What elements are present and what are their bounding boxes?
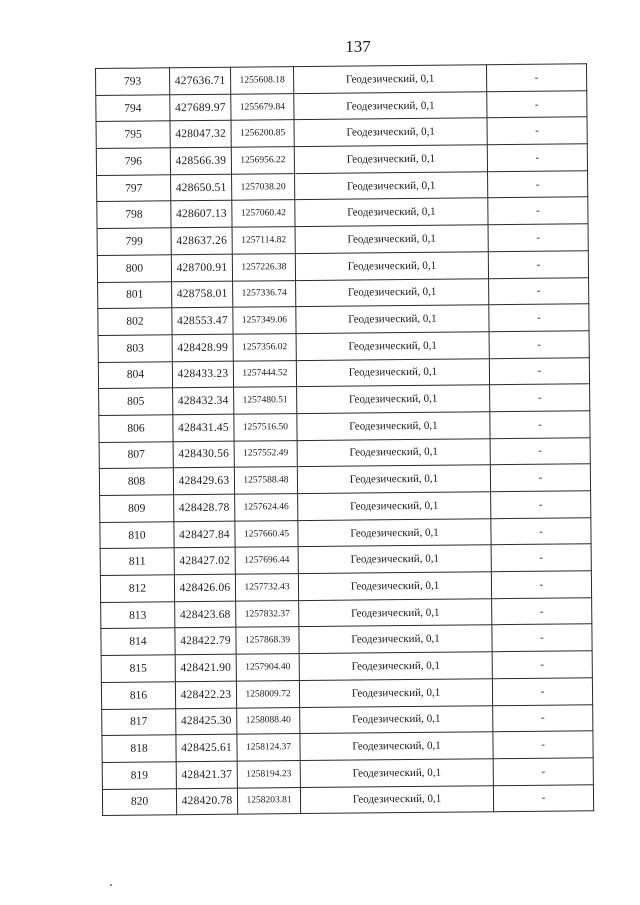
table-row — [102, 784, 593, 815]
y-coordinate-cell: 1258124.37 — [237, 734, 300, 761]
method-accuracy-cell: Геодезический, 0,1 — [295, 225, 488, 254]
note-cell: - — [489, 357, 589, 385]
note-cell: - — [493, 731, 593, 759]
note-cell: - — [487, 90, 587, 118]
table-body — [96, 64, 594, 816]
point-number-cell: 809 — [100, 495, 174, 522]
y-coordinate-cell: 1257356.02 — [233, 333, 296, 360]
y-coordinate-cell: 1257904.40 — [236, 654, 299, 681]
y-coordinate-cell: 1257696.44 — [235, 547, 298, 574]
method-accuracy-cell: Геодезический, 0,1 — [300, 732, 493, 761]
point-number-cell: 817 — [102, 708, 176, 735]
method-accuracy-cell: Геодезический, 0,1 — [299, 625, 492, 654]
y-coordinate-cell: 1257060.42 — [232, 200, 295, 227]
method-accuracy-cell: Геодезический, 0,1 — [297, 412, 490, 441]
x-coordinate-cell: 428425.61 — [176, 734, 237, 761]
y-coordinate-cell: 1257444.52 — [233, 360, 296, 387]
point-number-cell: 811 — [100, 548, 174, 575]
note-cell: - — [491, 571, 591, 599]
method-accuracy-cell: Геодезический, 0,1 — [300, 759, 493, 788]
y-coordinate-cell: 1258009.72 — [236, 680, 299, 707]
method-accuracy-cell: Геодезический, 0,1 — [300, 785, 493, 814]
point-number-cell: 820 — [102, 788, 176, 815]
point-number-cell: 798 — [97, 201, 171, 228]
method-accuracy-cell: Геодезический, 0,1 — [299, 598, 492, 627]
point-number-cell: 807 — [99, 441, 173, 468]
point-number-cell: 806 — [99, 415, 173, 442]
note-cell: - — [488, 251, 588, 279]
note-cell: - — [492, 624, 592, 652]
x-coordinate-cell: 428047.32 — [170, 121, 231, 148]
point-number-cell: 805 — [99, 388, 173, 415]
x-coordinate-cell: 428426.06 — [174, 574, 235, 601]
point-number-cell: 808 — [99, 468, 173, 495]
point-number-cell: 818 — [102, 735, 176, 762]
x-coordinate-cell: 428433.23 — [172, 361, 233, 388]
method-accuracy-cell: Геодезический, 0,1 — [296, 358, 489, 387]
method-accuracy-cell: Геодезический, 0,1 — [296, 278, 489, 307]
y-coordinate-cell: 1258194.23 — [237, 760, 300, 787]
note-cell: - — [490, 464, 590, 492]
point-number-cell: 802 — [98, 308, 172, 335]
note-cell: - — [490, 411, 590, 439]
note-cell: - — [492, 598, 592, 626]
y-coordinate-cell: 1257624.46 — [235, 494, 298, 521]
x-coordinate-cell: 428429.63 — [173, 467, 234, 494]
point-number-cell: 801 — [98, 281, 172, 308]
y-coordinate-cell: 1257588.48 — [234, 467, 297, 494]
x-coordinate-cell: 427636.71 — [170, 67, 231, 94]
point-number-cell: 813 — [101, 602, 175, 629]
note-cell: - — [491, 517, 591, 545]
y-coordinate-cell: 1257832.37 — [236, 600, 299, 627]
y-coordinate-cell: 1257349.06 — [233, 307, 296, 334]
x-coordinate-cell: 428428.99 — [172, 334, 233, 361]
method-accuracy-cell: Геодезический, 0,1 — [297, 465, 490, 494]
method-accuracy-cell: Геодезический, 0,1 — [298, 492, 491, 521]
method-accuracy-cell: Геодезический, 0,1 — [296, 305, 489, 334]
x-coordinate-cell: 428432.34 — [173, 387, 234, 414]
point-number-cell: 816 — [101, 682, 175, 709]
method-accuracy-cell: Геодезический, 0,1 — [297, 438, 490, 467]
y-coordinate-cell: 1257552.49 — [234, 440, 297, 467]
note-cell: - — [489, 277, 589, 305]
point-number-cell: 803 — [98, 335, 172, 362]
y-coordinate-cell: 1257226.38 — [232, 253, 295, 280]
note-cell: - — [493, 704, 593, 732]
y-coordinate-cell: 1257480.51 — [234, 387, 297, 414]
note-cell: - — [489, 304, 589, 332]
coordinates-table-container — [95, 63, 594, 816]
method-accuracy-cell: Геодезический, 0,1 — [298, 518, 491, 547]
x-coordinate-cell: 428650.51 — [171, 174, 232, 201]
method-accuracy-cell: Геодезический, 0,1 — [295, 198, 488, 227]
note-cell: - — [488, 197, 588, 225]
x-coordinate-cell: 428421.90 — [175, 654, 236, 681]
method-accuracy-cell: Геодезический, 0,1 — [294, 91, 487, 120]
x-coordinate-cell: 428553.47 — [172, 307, 233, 334]
scan-speck — [110, 884, 112, 886]
x-coordinate-cell: 428431.45 — [173, 414, 234, 441]
x-coordinate-cell: 427689.97 — [170, 94, 231, 121]
note-cell: - — [488, 171, 588, 199]
y-coordinate-cell: 1257660.45 — [235, 520, 298, 547]
note-cell: - — [492, 678, 592, 706]
point-number-cell: 796 — [96, 148, 170, 175]
y-coordinate-cell: 1258088.40 — [237, 707, 300, 734]
note-cell: - — [488, 224, 588, 252]
method-accuracy-cell: Геодезический, 0,1 — [294, 118, 487, 147]
x-coordinate-cell: 428422.79 — [175, 628, 236, 655]
point-number-cell: 810 — [100, 521, 174, 548]
x-coordinate-cell: 428758.01 — [172, 281, 233, 308]
note-cell: - — [491, 544, 591, 572]
point-number-cell: 794 — [96, 94, 170, 121]
y-coordinate-cell: 1257868.39 — [236, 627, 299, 654]
note-cell: - — [492, 651, 592, 679]
y-coordinate-cell: 1257732.43 — [235, 574, 298, 601]
y-coordinate-cell: 1257336.74 — [233, 280, 296, 307]
method-accuracy-cell: Геодезический, 0,1 — [295, 252, 488, 281]
y-coordinate-cell: 1257038.20 — [232, 173, 295, 200]
y-coordinate-cell: 1257114.82 — [232, 227, 295, 254]
method-accuracy-cell: Геодезический, 0,1 — [293, 65, 486, 94]
note-cell: - — [493, 758, 593, 786]
x-coordinate-cell: 428422.23 — [175, 681, 236, 708]
x-coordinate-cell: 428700.91 — [171, 254, 232, 281]
point-number-cell: 793 — [96, 68, 170, 95]
note-cell: - — [487, 117, 587, 145]
method-accuracy-cell: Геодезический, 0,1 — [298, 545, 491, 574]
y-coordinate-cell: 1255679.84 — [231, 93, 294, 120]
point-number-cell: 819 — [102, 762, 176, 789]
method-accuracy-cell: Геодезический, 0,1 — [299, 652, 492, 681]
x-coordinate-cell: 428427.84 — [174, 521, 235, 548]
note-cell: - — [493, 784, 593, 812]
y-coordinate-cell: 1255608.18 — [230, 67, 293, 94]
point-number-cell: 799 — [97, 228, 171, 255]
coordinates-table — [95, 63, 594, 816]
point-number-cell: 815 — [101, 655, 175, 682]
point-number-cell: 812 — [100, 575, 174, 602]
method-accuracy-cell: Геодезический, 0,1 — [294, 145, 487, 174]
point-number-cell: 797 — [97, 175, 171, 202]
y-coordinate-cell: 1256200.85 — [231, 120, 294, 147]
page-number: 137 — [345, 37, 371, 56]
method-accuracy-cell: Геодезический, 0,1 — [299, 679, 492, 708]
y-coordinate-cell: 1256956.22 — [231, 147, 294, 174]
x-coordinate-cell: 428425.30 — [176, 708, 237, 735]
note-cell: - — [490, 437, 590, 465]
x-coordinate-cell: 428427.02 — [174, 548, 235, 575]
x-coordinate-cell: 428607.13 — [171, 201, 232, 228]
point-number-cell: 795 — [96, 121, 170, 148]
method-accuracy-cell: Геодезический, 0,1 — [295, 171, 488, 200]
x-coordinate-cell: 428430.56 — [173, 441, 234, 468]
method-accuracy-cell: Геодезический, 0,1 — [297, 385, 490, 414]
note-cell: - — [489, 331, 589, 359]
x-coordinate-cell: 428428.78 — [174, 494, 235, 521]
x-coordinate-cell: 428420.78 — [176, 788, 237, 815]
note-cell: - — [486, 64, 586, 92]
x-coordinate-cell: 428421.37 — [176, 761, 237, 788]
method-accuracy-cell: Геодезический, 0,1 — [300, 705, 493, 734]
y-coordinate-cell: 1258203.81 — [237, 787, 300, 814]
y-coordinate-cell: 1257516.50 — [234, 414, 297, 441]
note-cell: - — [487, 144, 587, 172]
x-coordinate-cell: 428423.68 — [175, 601, 236, 628]
note-cell: - — [490, 384, 590, 412]
x-coordinate-cell: 428637.26 — [171, 227, 232, 254]
point-number-cell: 800 — [97, 255, 171, 282]
method-accuracy-cell: Геодезический, 0,1 — [296, 332, 489, 361]
x-coordinate-cell: 428566.39 — [170, 147, 231, 174]
method-accuracy-cell: Геодезический, 0,1 — [298, 572, 491, 601]
point-number-cell: 804 — [98, 361, 172, 388]
point-number-cell: 814 — [101, 628, 175, 655]
note-cell: - — [491, 491, 591, 519]
